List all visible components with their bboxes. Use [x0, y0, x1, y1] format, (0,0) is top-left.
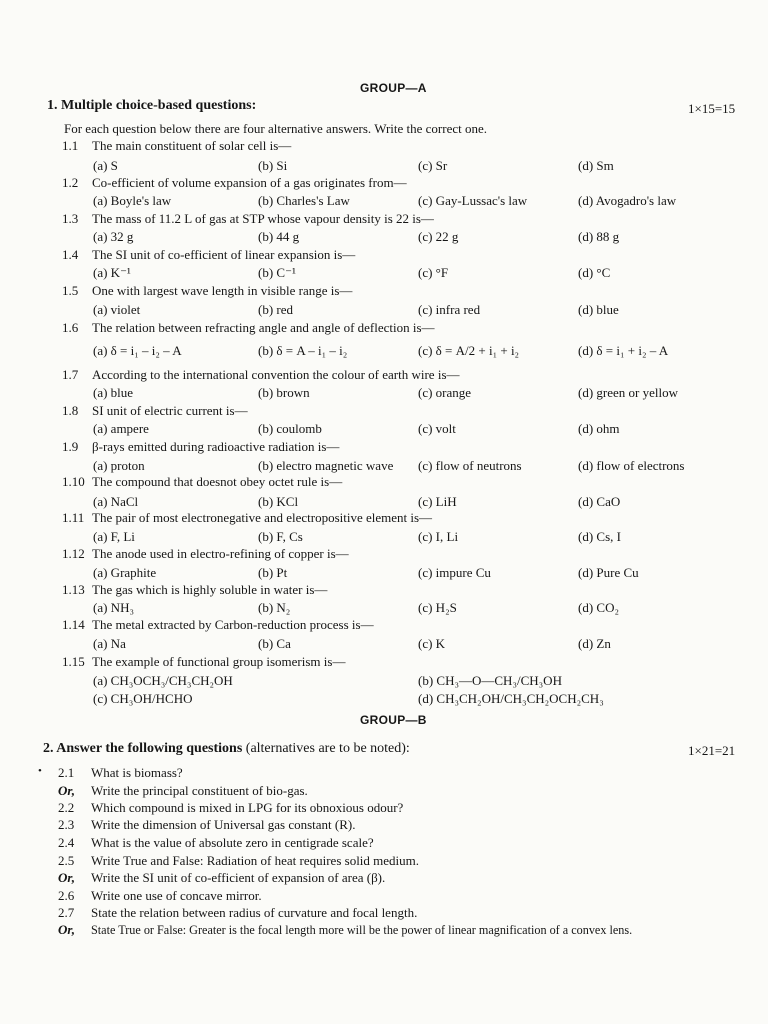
option-1.6-a: (a) δ = i₁ – i₂ – A: [93, 343, 182, 358]
option-1.10-a: (a) NaCl: [93, 494, 139, 509]
question-number: 1.9: [62, 439, 79, 454]
option-1.6-c: (c) δ = A/2 + i₁ + i₂: [418, 343, 520, 358]
option-1.13-a: (a) NH₃: [93, 600, 134, 615]
question-text: The SI unit of co-efficient of linear expansion is—: [92, 247, 356, 262]
option-1.5-a: (a) violet: [93, 302, 141, 317]
question-number: 1.8: [62, 403, 79, 418]
question-number: 1.12: [62, 546, 85, 561]
question-1.8: [62, 403, 248, 419]
option-1.4-a: (a) K⁻¹: [93, 265, 131, 280]
group-b-item: [58, 835, 374, 851]
option-1.11-a: (a) F, Li: [93, 529, 135, 544]
option-1.6-d: (d) δ = i₁ + i₂ – A: [578, 343, 669, 358]
option-1.12-c: (c) impure Cu: [418, 565, 491, 580]
option-1.4-b: (b) C⁻¹: [258, 265, 296, 280]
or-label: Or,: [58, 870, 75, 885]
question-1.4: [62, 247, 355, 263]
question-number: 1.4: [62, 247, 79, 262]
question-text: The mass of 11.2 L of gas at STP whose vapour density is 22 is—: [92, 211, 434, 226]
question-text: The main constituent of solar cell is—: [92, 138, 292, 153]
question-number: 2.5: [58, 853, 75, 868]
question-number: 1.3: [62, 211, 79, 226]
option-1.8-b: (b) coulomb: [258, 421, 322, 436]
option-1.2-c: (c) Gay-Lussac's law: [418, 193, 528, 208]
option-1.1-b: (b) Si: [258, 158, 288, 173]
group-b-item: [58, 905, 417, 921]
section2-marks: 1×21=21: [688, 743, 736, 758]
question-text: Which compound is mixed in LPG for its obnoxious odour?: [91, 800, 404, 815]
option-1.10-b: (b) KCl: [258, 494, 299, 509]
question-number: 1.14: [62, 617, 85, 632]
option-1.15-d: (d) CH₃CH₂OH/CH₃CH₂OCH₂CH₃: [418, 691, 604, 706]
group-b-item: [58, 765, 183, 781]
option-1.8-d: (d) ohm: [578, 421, 620, 436]
question-1.9: [62, 439, 339, 455]
question-1.5: [62, 283, 352, 299]
option-1.13-d: (d) CO₂: [578, 600, 619, 615]
question-text: Write one use of concave mirror.: [91, 888, 262, 903]
group-b-item: [58, 922, 632, 938]
question-1.1: [62, 138, 291, 154]
question-number: 1.13: [62, 582, 85, 597]
option-1.14-c: (c) K: [418, 636, 446, 651]
option-1.7-a: (a) blue: [93, 385, 134, 400]
question-1.2: [62, 175, 407, 191]
option-1.11-d: (d) Cs, I: [578, 529, 621, 544]
margin-bullet: •: [38, 765, 42, 777]
option-1.9-d: (d) flow of electrons: [578, 458, 685, 473]
option-1.15-a: (a) CH₃OCH₃/CH₃CH₂OH: [93, 673, 233, 688]
question-1.14: [62, 617, 374, 633]
question-text: Write True and False: Radiation of heat requires solid medium.: [91, 853, 420, 868]
option-1.12-a: (a) Graphite: [93, 565, 157, 580]
section2-title-bold: 2. Answer the following questions: [43, 741, 243, 756]
question-1.13: [62, 582, 327, 598]
option-1.3-a: (a) 32 g: [93, 229, 134, 244]
question-text: The pair of most electronegative and electropositive element is—: [92, 510, 433, 525]
option-1.3-d: (d) 88 g: [578, 229, 620, 244]
question-text: The gas which is highly soluble in water is—: [92, 582, 328, 597]
option-1.1-d: (d) Sm: [578, 158, 614, 173]
question-number: 2.1: [58, 765, 75, 780]
option-1.7-d: (d) green or yellow: [578, 385, 678, 400]
question-number: 2.2: [58, 800, 75, 815]
question-text: Write the SI unit of co-efficient of expansion of area (β).: [91, 870, 386, 885]
option-1.11-b: (b) F, Cs: [258, 529, 303, 544]
option-1.1-a: (a) S: [93, 158, 118, 173]
option-1.7-c: (c) orange: [418, 385, 472, 400]
question-text: According to the international convention the colour of earth wire is—: [92, 367, 460, 382]
option-1.14-d: (d) Zn: [578, 636, 611, 651]
option-1.12-d: (d) Pure Cu: [578, 565, 639, 580]
option-1.14-b: (b) Ca: [258, 636, 291, 651]
option-1.13-c: (c) H₂S: [418, 600, 457, 615]
question-text: One with largest wave length in visible range is—: [92, 283, 353, 298]
option-1.8-a: (a) ampere: [93, 421, 149, 436]
option-1.10-c: (c) LiH: [418, 494, 457, 509]
option-1.11-c: (c) I, Li: [418, 529, 459, 544]
group-b-item: [58, 800, 403, 816]
group-b-item: [58, 870, 385, 886]
question-text: The anode used in electro-refining of copper is—: [92, 546, 349, 561]
section2-title: [43, 741, 410, 757]
question-text: The relation between refracting angle and angle of deflection is—: [92, 320, 435, 335]
section1-marks: 1×15=15: [688, 101, 736, 116]
question-number: 1.2: [62, 175, 79, 190]
question-1.11: [62, 510, 432, 526]
group-b-heading: GROUP—B: [360, 713, 427, 727]
question-1.10: [62, 474, 342, 490]
option-1.8-c: (c) volt: [418, 421, 456, 436]
option-1.7-b: (b) brown: [258, 385, 310, 400]
question-number: 2.3: [58, 817, 75, 832]
question-text: The metal extracted by Carbon-reduction process is—: [92, 617, 374, 632]
group-b-item: [58, 853, 419, 869]
section1-title: 1. Multiple choice-based questions:: [47, 98, 257, 113]
question-text: State the relation between radius of curvature and focal length.: [91, 905, 418, 920]
group-b-item: [58, 888, 262, 904]
question-text: Write the principal constituent of bio-gas.: [91, 783, 308, 798]
option-1.14-a: (a) Na: [93, 636, 126, 651]
question-number: 1.15: [62, 654, 85, 669]
option-1.9-c: (c) flow of neutrons: [418, 458, 522, 473]
option-1.9-a: (a) proton: [93, 458, 145, 473]
question-text: What is biomass?: [91, 765, 183, 780]
option-1.3-c: (c) 22 g: [418, 229, 459, 244]
option-1.9-b: (b) electro magnetic wave: [258, 458, 394, 473]
question-text: SI unit of electric current is—: [92, 403, 248, 418]
option-1.2-a: (a) Boyle's law: [93, 193, 172, 208]
or-label: Or,: [58, 783, 75, 798]
question-text: What is the value of absolute zero in centigrade scale?: [91, 835, 374, 850]
question-number: 1.10: [62, 474, 85, 489]
question-text: The example of functional group isomerism is—: [92, 654, 346, 669]
group-b-item: [58, 817, 355, 833]
option-1.5-c: (c) infra red: [418, 302, 481, 317]
option-1.10-d: (d) CaO: [578, 494, 621, 509]
section2-title-rest: (alternatives are to be noted):: [242, 741, 410, 756]
group-a-heading: GROUP—A: [360, 81, 427, 95]
option-1.15-c: (c) CH₃OH/HCHO: [93, 691, 193, 706]
question-1.7: [62, 367, 460, 383]
question-text: Write the dimension of Universal gas constant (R).: [91, 817, 356, 832]
option-1.5-b: (b) red: [258, 302, 294, 317]
option-1.4-d: (d) °C: [578, 265, 611, 280]
question-number: 2.7: [58, 905, 75, 920]
question-1.15: [62, 654, 345, 670]
question-number: 1.1: [62, 138, 79, 153]
option-1.12-b: (b) Pt: [258, 565, 288, 580]
option-1.2-d: (d) Avogadro's law: [578, 193, 677, 208]
question-1.3: [62, 211, 434, 227]
question-number: 2.4: [58, 835, 75, 850]
question-1.6: [62, 320, 435, 336]
option-1.2-b: (b) Charles's Law: [258, 193, 350, 208]
option-1.5-d: (d) blue: [578, 302, 619, 317]
question-text: The compound that doesnot obey octet rule is—: [92, 474, 343, 489]
or-label: Or,: [58, 922, 75, 937]
option-1.1-c: (c) Sr: [418, 158, 448, 173]
question-text: Co-efficient of volume expansion of a gas originates from—: [92, 175, 407, 190]
section1-instruction: For each question below there are four alternative answers. Write the correct one.: [64, 121, 488, 136]
question-1.12: [62, 546, 349, 562]
question-number: 2.6: [58, 888, 75, 903]
question-number: 1.11: [62, 510, 85, 525]
question-text: β-rays emitted during radioactive radiation is—: [92, 439, 340, 454]
question-number: 1.7: [62, 367, 79, 382]
option-1.4-c: (c) °F: [418, 265, 449, 280]
option-1.6-b: (b) δ = A – i₁ – i₂: [258, 343, 348, 358]
option-1.15-b: (b) CH₃—O—CH₃/CH₃OH: [418, 673, 562, 688]
option-1.13-b: (b) N₂: [258, 600, 291, 615]
question-number: 1.6: [62, 320, 79, 335]
option-1.3-b: (b) 44 g: [258, 229, 300, 244]
group-b-item: [58, 783, 308, 799]
question-number: 1.5: [62, 283, 79, 298]
question-text: State True or False: Greater is the focal length more will be the power of linear magnification of a convex lens.: [91, 923, 633, 937]
